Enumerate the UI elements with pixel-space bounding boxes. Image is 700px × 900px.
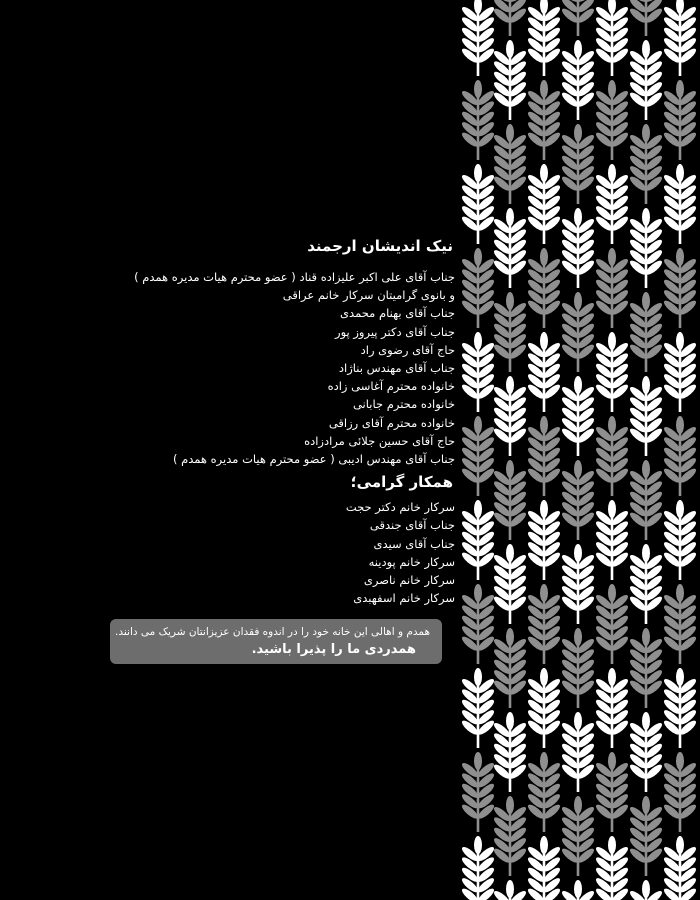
sympathy-sentence: همدم و اهالی این خانه خود را در اندوه فقدان عزیزانتان شریک می دانند. xyxy=(115,626,430,638)
condolence-text xyxy=(110,236,455,607)
leaf-sprig xyxy=(594,248,630,328)
leaf-sprig xyxy=(628,40,664,120)
benefactor-name: حاج آقای حسین جلائی مرادزاده xyxy=(304,433,455,448)
leaf-sprig xyxy=(492,460,528,540)
leaf-sprig xyxy=(628,124,664,204)
leaf-sprig xyxy=(662,248,698,328)
leaf-sprig xyxy=(628,628,664,708)
leaf-sprig xyxy=(492,712,528,792)
leaf-sprig xyxy=(628,544,664,624)
sympathy-closing: همدردی ما را پذیرا باشید. xyxy=(251,642,416,657)
leaf-sprig xyxy=(460,248,496,328)
benefactor-name: خانواده محترم جابانی xyxy=(352,397,455,412)
leaf-sprig xyxy=(628,0,664,36)
leaf-sprig xyxy=(560,292,596,372)
leaf-sprig xyxy=(526,248,562,328)
leaf-pattern xyxy=(448,0,700,900)
leaf-sprig xyxy=(628,292,664,372)
leaf-sprig xyxy=(492,376,528,456)
leaf-sprig xyxy=(460,80,496,160)
leaf-sprig xyxy=(560,40,596,120)
leaf-sprig xyxy=(560,628,596,708)
leaf-sprig xyxy=(628,208,664,288)
leaf-sprig xyxy=(662,752,698,832)
leaf-sprig xyxy=(492,796,528,876)
leaf-sprig xyxy=(526,668,562,748)
colleague-name: جناب آقای جندقی xyxy=(369,518,455,533)
leaf-sprig xyxy=(460,668,496,748)
leaf-sprig xyxy=(594,500,630,580)
leaf-sprig xyxy=(662,332,698,412)
leaf-sprig xyxy=(526,836,562,900)
benefactor-name: و بانوی گرامیتان سرکار خانم عراقی xyxy=(282,288,455,303)
colleague-name: سرکار خانم ناصری xyxy=(363,573,455,588)
leaf-sprig xyxy=(492,124,528,204)
leaf-sprig xyxy=(560,796,596,876)
heading-dear-colleagues: همکار گرامی؛ xyxy=(350,473,453,492)
leaf-sprig xyxy=(492,544,528,624)
benefactor-name: خانواده محترم آقای رزاقی xyxy=(328,415,455,430)
leaf-sprig xyxy=(662,416,698,496)
leaf-sprig xyxy=(662,584,698,664)
leaf-sprig xyxy=(662,500,698,580)
leaf-sprig xyxy=(492,628,528,708)
leaf-sprig xyxy=(560,460,596,540)
leaf-sprig xyxy=(460,752,496,832)
benefactor-name: جناب آقای علی اکبر علیزاده قناد ( عضو محترم هیات مدیره همدم ) xyxy=(134,270,455,284)
leaf-sprig xyxy=(662,0,698,76)
leaf-sprig xyxy=(460,836,496,900)
leaf-pattern-svg xyxy=(448,0,700,900)
leaf-sprig xyxy=(560,880,596,900)
leaf-sprig xyxy=(460,500,496,580)
leaf-sprig xyxy=(560,544,596,624)
leaf-sprig xyxy=(594,668,630,748)
leaf-sprig xyxy=(662,164,698,244)
leaf-sprig xyxy=(526,80,562,160)
leaf-sprig xyxy=(594,164,630,244)
leaf-sprig xyxy=(662,836,698,900)
leaf-sprig xyxy=(526,332,562,412)
colleague-name: جناب آقای سیدی xyxy=(373,536,455,551)
leaf-sprig xyxy=(628,712,664,792)
leaf-sprig xyxy=(460,416,496,496)
benefactor-name: حاج آقای رضوی راد xyxy=(360,342,455,357)
leaf-sprig xyxy=(560,376,596,456)
leaf-sprig xyxy=(560,712,596,792)
leaf-sprig xyxy=(460,584,496,664)
leaf-sprig xyxy=(594,752,630,832)
leaf-sprig xyxy=(492,0,528,36)
benefactors-list xyxy=(110,268,455,468)
leaf-sprig xyxy=(492,292,528,372)
leaf-sprig xyxy=(628,460,664,540)
leaf-sprig xyxy=(460,164,496,244)
colleagues-list xyxy=(110,498,455,607)
colleague-name: سرکار خانم پودینه xyxy=(368,554,455,569)
leaf-sprig xyxy=(594,836,630,900)
leaf-sprig xyxy=(492,40,528,120)
benefactor-name: جناب آقای مهندس بناژاد xyxy=(338,361,455,376)
leaf-sprig xyxy=(628,880,664,900)
benefactor-name: جناب آقای مهندس ادیبی ( عضو محترم هیات مدیره همدم ) xyxy=(172,452,455,467)
leaf-sprig xyxy=(560,208,596,288)
leaf-sprig xyxy=(594,80,630,160)
leaf-sprig xyxy=(662,668,698,748)
leaf-sprig xyxy=(460,0,496,76)
leaf-sprig xyxy=(526,752,562,832)
leaf-sprig xyxy=(662,80,698,160)
leaf-sprig xyxy=(594,584,630,664)
leaf-sprig xyxy=(526,0,562,76)
leaf-sprig xyxy=(526,584,562,664)
leaf-sprig xyxy=(526,164,562,244)
colleague-name: سرکار خانم اسفهبدی xyxy=(353,591,455,606)
leaf-sprig xyxy=(594,416,630,496)
leaf-sprig xyxy=(594,332,630,412)
leaf-sprig xyxy=(628,376,664,456)
leaf-sprig xyxy=(628,796,664,876)
heading-dear-benefactors: نیک اندیشان ارجمند xyxy=(307,237,453,255)
leaf-sprig xyxy=(526,500,562,580)
leaf-sprig xyxy=(560,124,596,204)
leaf-sprig xyxy=(460,332,496,412)
leaf-sprig xyxy=(526,416,562,496)
leaf-sprig xyxy=(560,0,596,36)
leaf-sprig xyxy=(594,0,630,76)
benefactor-name: جناب آقای بهنام محمدی xyxy=(340,306,455,321)
sympathy-box xyxy=(110,619,442,664)
benefactor-name: جناب آقای دکتر پیروز پور xyxy=(335,324,455,339)
benefactor-name: خانواده محترم آغاسی زاده xyxy=(327,379,455,394)
leaf-sprig xyxy=(492,880,528,900)
colleague-name: سرکار خانم دکتر حجت xyxy=(345,500,455,515)
leaf-sprig xyxy=(492,208,528,288)
